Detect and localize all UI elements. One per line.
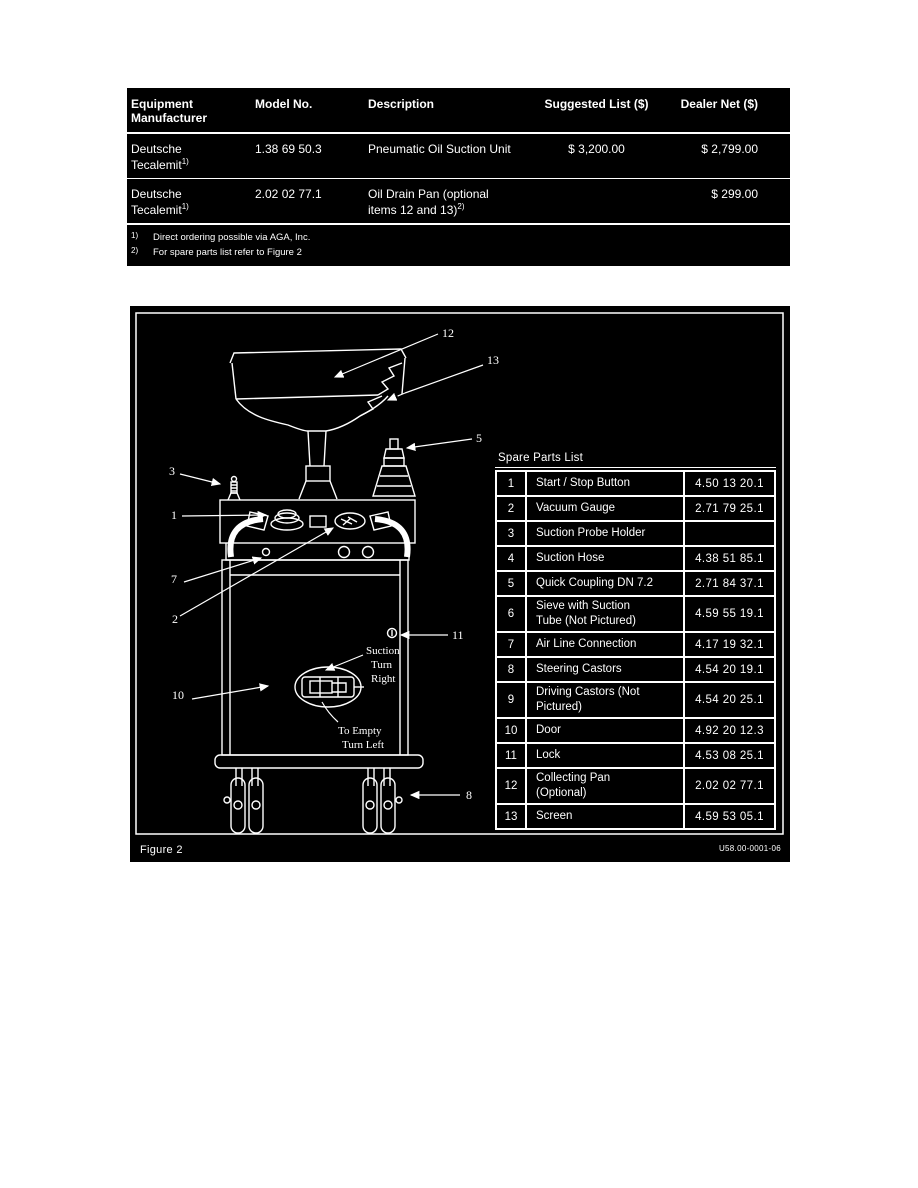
part-name-line: Lock	[536, 749, 561, 761]
spare-parts-list	[495, 452, 776, 830]
header-manufacturer: Equipment Manufacturer	[131, 97, 208, 125]
part-code-cell: 2.71 84 37.1	[695, 577, 764, 590]
part-name-line: Collecting Pan	[536, 772, 611, 784]
price-table-header	[127, 88, 790, 134]
part-name-cell	[527, 497, 685, 520]
pedestal-drawing	[299, 431, 337, 499]
callout-2: 2	[172, 612, 178, 626]
lock-drawing	[388, 629, 397, 638]
collecting-pan-drawing	[230, 349, 406, 431]
header-description: Description	[368, 97, 435, 111]
callout-10: 10	[172, 688, 184, 702]
part-code-cell: 4.54 20 25.1	[695, 694, 764, 706]
footnote-text: For spare parts list refer to Figure 2	[153, 247, 302, 258]
footnote-marker: 1)	[131, 231, 139, 240]
screen-cutaway-drawing	[360, 363, 402, 416]
part-code-cell: 4.59 53 05.1	[695, 810, 764, 823]
part-no-cell: 3	[497, 522, 527, 545]
connection-band-drawing	[226, 543, 409, 560]
part-code-cell	[685, 522, 774, 545]
table-row	[127, 179, 790, 225]
drain-valve-drawing	[295, 667, 364, 707]
part-name-cell	[527, 597, 685, 631]
empty-label-line2: Turn Left	[342, 739, 385, 751]
callout-line-12	[335, 334, 438, 377]
empty-label-line	[322, 702, 338, 722]
callout-8: 8	[466, 788, 472, 802]
spare-parts-title: Spare Parts List	[495, 452, 776, 468]
part-no-cell: 11	[497, 744, 527, 767]
machine-drawing	[215, 349, 423, 833]
table-row	[497, 805, 774, 830]
suction-label-line1: Suction	[366, 645, 400, 657]
dealer-net-cell: $ 2,799.00	[701, 142, 758, 156]
part-name-cell	[527, 744, 685, 767]
footnote	[131, 244, 790, 259]
footnotes	[127, 225, 790, 266]
part-name-line: (Optional)	[536, 787, 587, 799]
base-drawing	[215, 755, 423, 768]
manufacturer-line: Tecalemit$^{1)}$	[131, 157, 189, 172]
suction-label-line3: Right	[371, 673, 396, 685]
table-row	[497, 547, 774, 572]
spare-parts-table	[495, 470, 776, 830]
callout-line-13	[405, 365, 483, 393]
footnote	[131, 229, 790, 244]
part-no-cell: 5	[497, 572, 527, 595]
price-table	[127, 85, 790, 266]
probe-holder-drawing	[228, 477, 240, 501]
part-no-cell: 10	[497, 719, 527, 742]
part-name-line: Driving Castors (Not	[536, 686, 640, 698]
suction-label-arrow	[326, 655, 363, 670]
part-name-cell	[527, 472, 685, 495]
manufacturer-cell	[127, 134, 251, 178]
manufacturer-line: Tecalemit$^{1)}$	[131, 202, 189, 217]
description-cell: Pneumatic Oil Suction Unit	[368, 142, 511, 156]
part-no-cell: 6	[497, 597, 527, 631]
callout-13: 13	[487, 353, 499, 367]
table-row	[497, 633, 774, 658]
table-row	[497, 472, 774, 497]
callout-line-13-tip	[388, 393, 405, 400]
part-name-line: Suction Hose	[536, 552, 605, 564]
header-dealer-net: Dealer Net ($)	[680, 97, 758, 111]
callout-numbers	[169, 326, 499, 802]
callout-lines	[180, 334, 483, 795]
model-cell: 1.38 69 50.3	[255, 142, 322, 156]
part-name-line: Air Line Connection	[536, 638, 637, 650]
part-name-line: Sieve with Suction	[536, 600, 630, 612]
table-row	[497, 597, 774, 633]
start-stop-button-drawing	[271, 510, 303, 530]
figure-caption: Figure 2	[140, 844, 183, 856]
footnote-marker: 2)	[457, 202, 465, 211]
manufacturer-line: Deutsche	[131, 187, 182, 201]
part-code-cell: 2.71 79 25.1	[695, 502, 764, 515]
table-row	[497, 683, 774, 719]
left-castors-drawing	[224, 768, 263, 833]
table-row	[127, 134, 790, 179]
part-name-line: Vacuum Gauge	[536, 502, 616, 514]
part-name-cell	[527, 522, 685, 545]
footnote-text: Direct ordering possible via AGA, Inc.	[153, 232, 311, 243]
description-cell	[364, 179, 527, 223]
table-row	[497, 769, 774, 805]
part-name-line: Start / Stop Button	[536, 477, 630, 489]
part-name-cell	[527, 658, 685, 681]
part-name-line: Suction Probe Holder	[536, 527, 646, 539]
right-castors-drawing	[363, 768, 402, 833]
table-row	[497, 497, 774, 522]
part-name-line: Quick Coupling DN 7.2	[536, 577, 653, 589]
part-name-line: Steering Castors	[536, 663, 622, 675]
footnote-marker: 2)	[131, 246, 139, 255]
callout-line-1	[182, 515, 266, 516]
empty-label-line1: To Empty	[338, 725, 382, 737]
part-code-cell: 4.59 55 19.1	[695, 608, 764, 620]
switch-drawing	[310, 516, 326, 527]
table-row	[497, 658, 774, 683]
part-name-cell	[527, 805, 685, 828]
part-code-cell: 4.38 51 85.1	[695, 552, 764, 565]
part-no-cell: 9	[497, 683, 527, 717]
callout-5: 5	[476, 431, 482, 445]
part-name-cell	[527, 683, 685, 717]
part-name-line: Screen	[536, 810, 573, 822]
part-no-cell: 1	[497, 472, 527, 495]
part-name-cell	[527, 769, 685, 803]
part-no-cell: 8	[497, 658, 527, 681]
suggested-list-cell	[527, 179, 672, 223]
callout-11: 11	[452, 628, 464, 642]
part-no-cell: 13	[497, 805, 527, 828]
callout-12: 12	[442, 326, 454, 340]
part-name-cell	[527, 633, 685, 656]
table-row	[497, 719, 774, 744]
part-code-cell: 4.53 08 25.1	[695, 749, 764, 762]
callout-line-2	[180, 528, 333, 616]
header-suggested-list: Suggested List ($)	[544, 97, 649, 111]
figure-2-panel	[130, 306, 790, 862]
suction-label-line2: Turn	[371, 659, 392, 671]
part-name-line: Tube (Not Pictured)	[536, 615, 636, 627]
table-row	[497, 744, 774, 769]
part-code-cell: 4.17 19 32.1	[695, 638, 764, 651]
vacuum-gauge-drawing	[335, 513, 365, 529]
footnote-marker: 1)	[181, 157, 189, 166]
part-no-cell: 2	[497, 497, 527, 520]
description-line: items 12 and 13)$^{2)}$	[368, 202, 465, 217]
part-no-cell: 4	[497, 547, 527, 570]
manufacturer-line: Deutsche	[131, 142, 182, 156]
part-code-cell: 4.50 13 20.1	[695, 477, 764, 490]
part-name-line: Pictured)	[536, 701, 583, 713]
callout-3: 3	[169, 464, 175, 478]
footnote-marker: 1)	[181, 202, 189, 211]
callout-line-3	[180, 474, 220, 484]
part-no-cell: 12	[497, 769, 527, 803]
dealer-net-cell: $ 299.00	[711, 187, 758, 201]
manufacturer-cell	[127, 179, 251, 223]
part-code-cell: 2.02 02 77.1	[695, 780, 764, 792]
part-code-cell: 4.92 20 12.3	[695, 724, 764, 737]
part-no-cell: 7	[497, 633, 527, 656]
part-name-cell	[527, 572, 685, 595]
table-row	[497, 572, 774, 597]
model-cell: 2.02 02 77.1	[255, 187, 322, 201]
callout-line-5	[407, 439, 472, 448]
figure-doc-code: U58.00-0001-06	[718, 844, 781, 853]
part-name-line: Door	[536, 724, 561, 736]
description-line: Oil Drain Pan (optional	[368, 187, 489, 201]
part-name-cell	[527, 547, 685, 570]
suggested-list-cell: $ 3,200.00	[568, 142, 625, 156]
callout-1: 1	[171, 508, 177, 522]
table-row	[497, 522, 774, 547]
part-name-cell	[527, 719, 685, 742]
callout-7: 7	[171, 572, 177, 586]
header-model: Model No.	[255, 97, 313, 111]
part-code-cell: 4.54 20 19.1	[695, 663, 764, 676]
